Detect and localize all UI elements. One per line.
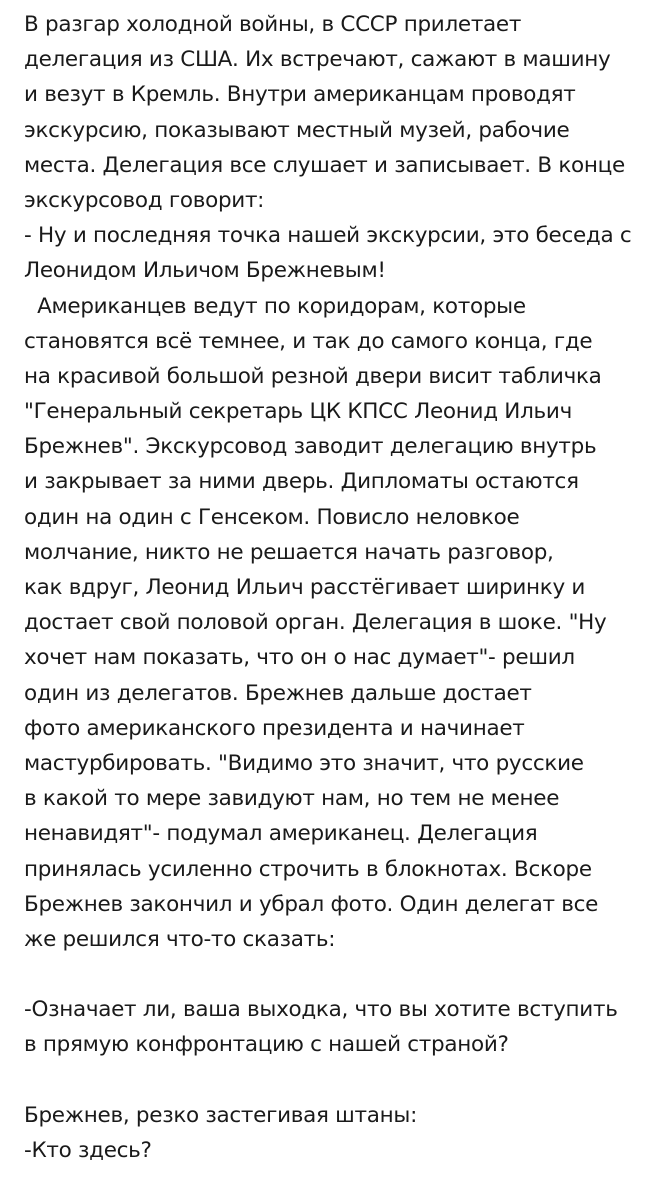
text-line: молчание, никто не решается начать разговор, [24,539,554,565]
text-line: и везут в Кремль. Внутри американцам проводят [24,82,576,108]
text-line: достает свой половой орган. Делегация в шоке. "Ну [24,610,607,636]
text-line: "Генеральный секретарь ЦК КПСС Леонид Ильич [24,399,572,425]
text-line: Леонидом Ильичом Брежневым! [24,258,386,284]
text-line: - Ну и последняя точка нашей экскурсии, это беседа с [24,223,632,249]
text-line: экскурсовод говорит: [24,187,265,213]
text-line: Брежнев". Экскурсовод заводит делегацию внутрь [24,434,597,460]
joke-text-body [24,7,654,1168]
text-line: как вдруг, Леонид Ильич расстёгивает ширинку и [24,575,586,600]
text-line: один из делегатов. Брежнев дальше достает [24,680,532,706]
paragraph-spacer [24,957,654,992]
text-line: Брежнев, резко застегивая штаны: [24,1102,418,1128]
text-line: же решился что-то сказать: [24,926,336,952]
text-line: становятся всё темнее, и так до самого конца, где [24,328,593,354]
text-line: делегация из США. Их встречают, сажают в машину [24,47,611,73]
text-line: принялась усиленно строчить в блокнотах. Вскоре [24,856,592,882]
text-line: Американцев ведут по коридорам, которые [24,293,526,319]
text-line: хочет нам показать, что он о нас думает"- решил [24,645,575,671]
text-line: и закрывает за ними дверь. Дипломаты остаются [24,469,579,495]
text-line: один на один с Генсеком. Повисло неловкое [24,504,520,530]
text-line: места. Делегация все слушает и записывает. В конце [24,152,625,178]
text-line: в какой то мере завидуют нам, но тем не менее [24,786,560,812]
text-line: В разгар холодной войны, в СССР прилетает [24,12,522,37]
paragraph-spacer [24,1063,654,1098]
text-line: -Кто здесь? [24,1138,152,1163]
text-line: -Означает ли, ваша выходка, что вы хотите вступить [24,997,618,1023]
text-line: Брежнев закончил и убрал фото. Один делегат все [24,891,599,917]
text-line: ненавидят"- подумал американец. Делегация [24,821,538,847]
text-line: в прямую конфронтацию с нашей страной? [24,1032,509,1058]
text-line: экскурсию, показывают местный музей, рабочие [24,117,570,143]
text-line: на красивой большой резной двери висит табличка [24,363,602,389]
text-line: фото американского президента и начинает [24,715,525,741]
text-line: мастурбировать. "Видимо это значит, что русские [24,750,584,776]
